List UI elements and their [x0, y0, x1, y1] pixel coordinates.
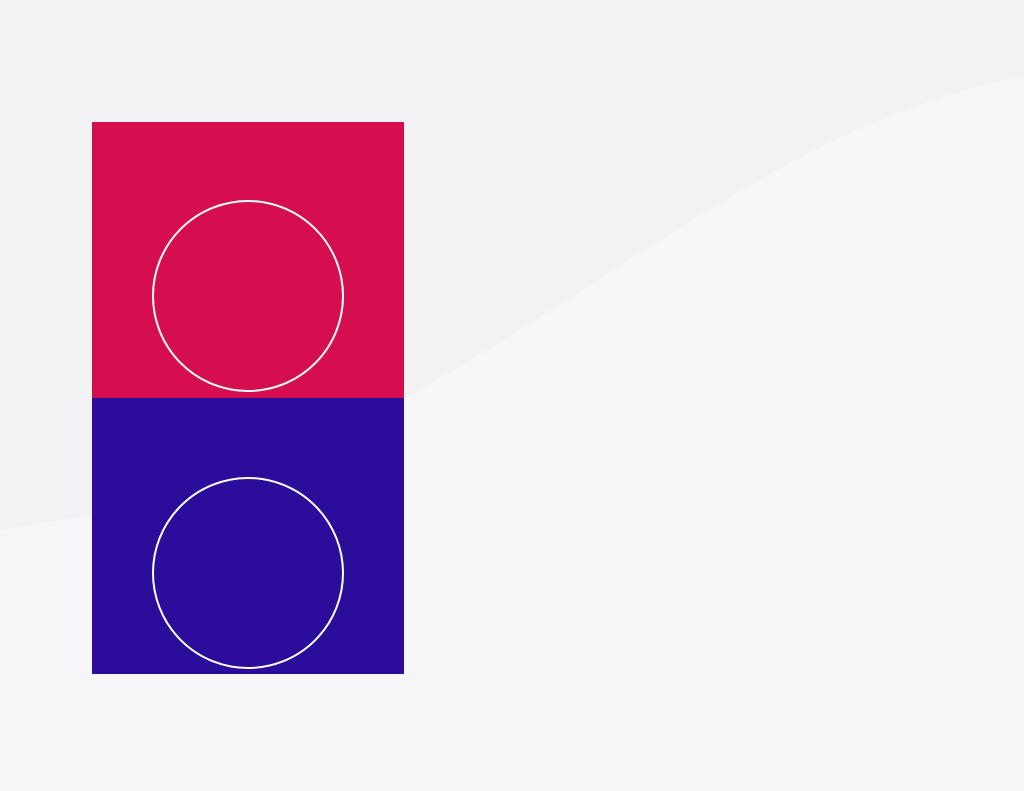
controlled-gap-panel [92, 122, 404, 398]
controlled-gap-circle [152, 200, 344, 392]
page-footer [770, 739, 940, 746]
article-body [497, 228, 937, 264]
uncontrolled-gap-circle [152, 477, 344, 669]
uncontrolled-gap-panel [92, 398, 404, 674]
